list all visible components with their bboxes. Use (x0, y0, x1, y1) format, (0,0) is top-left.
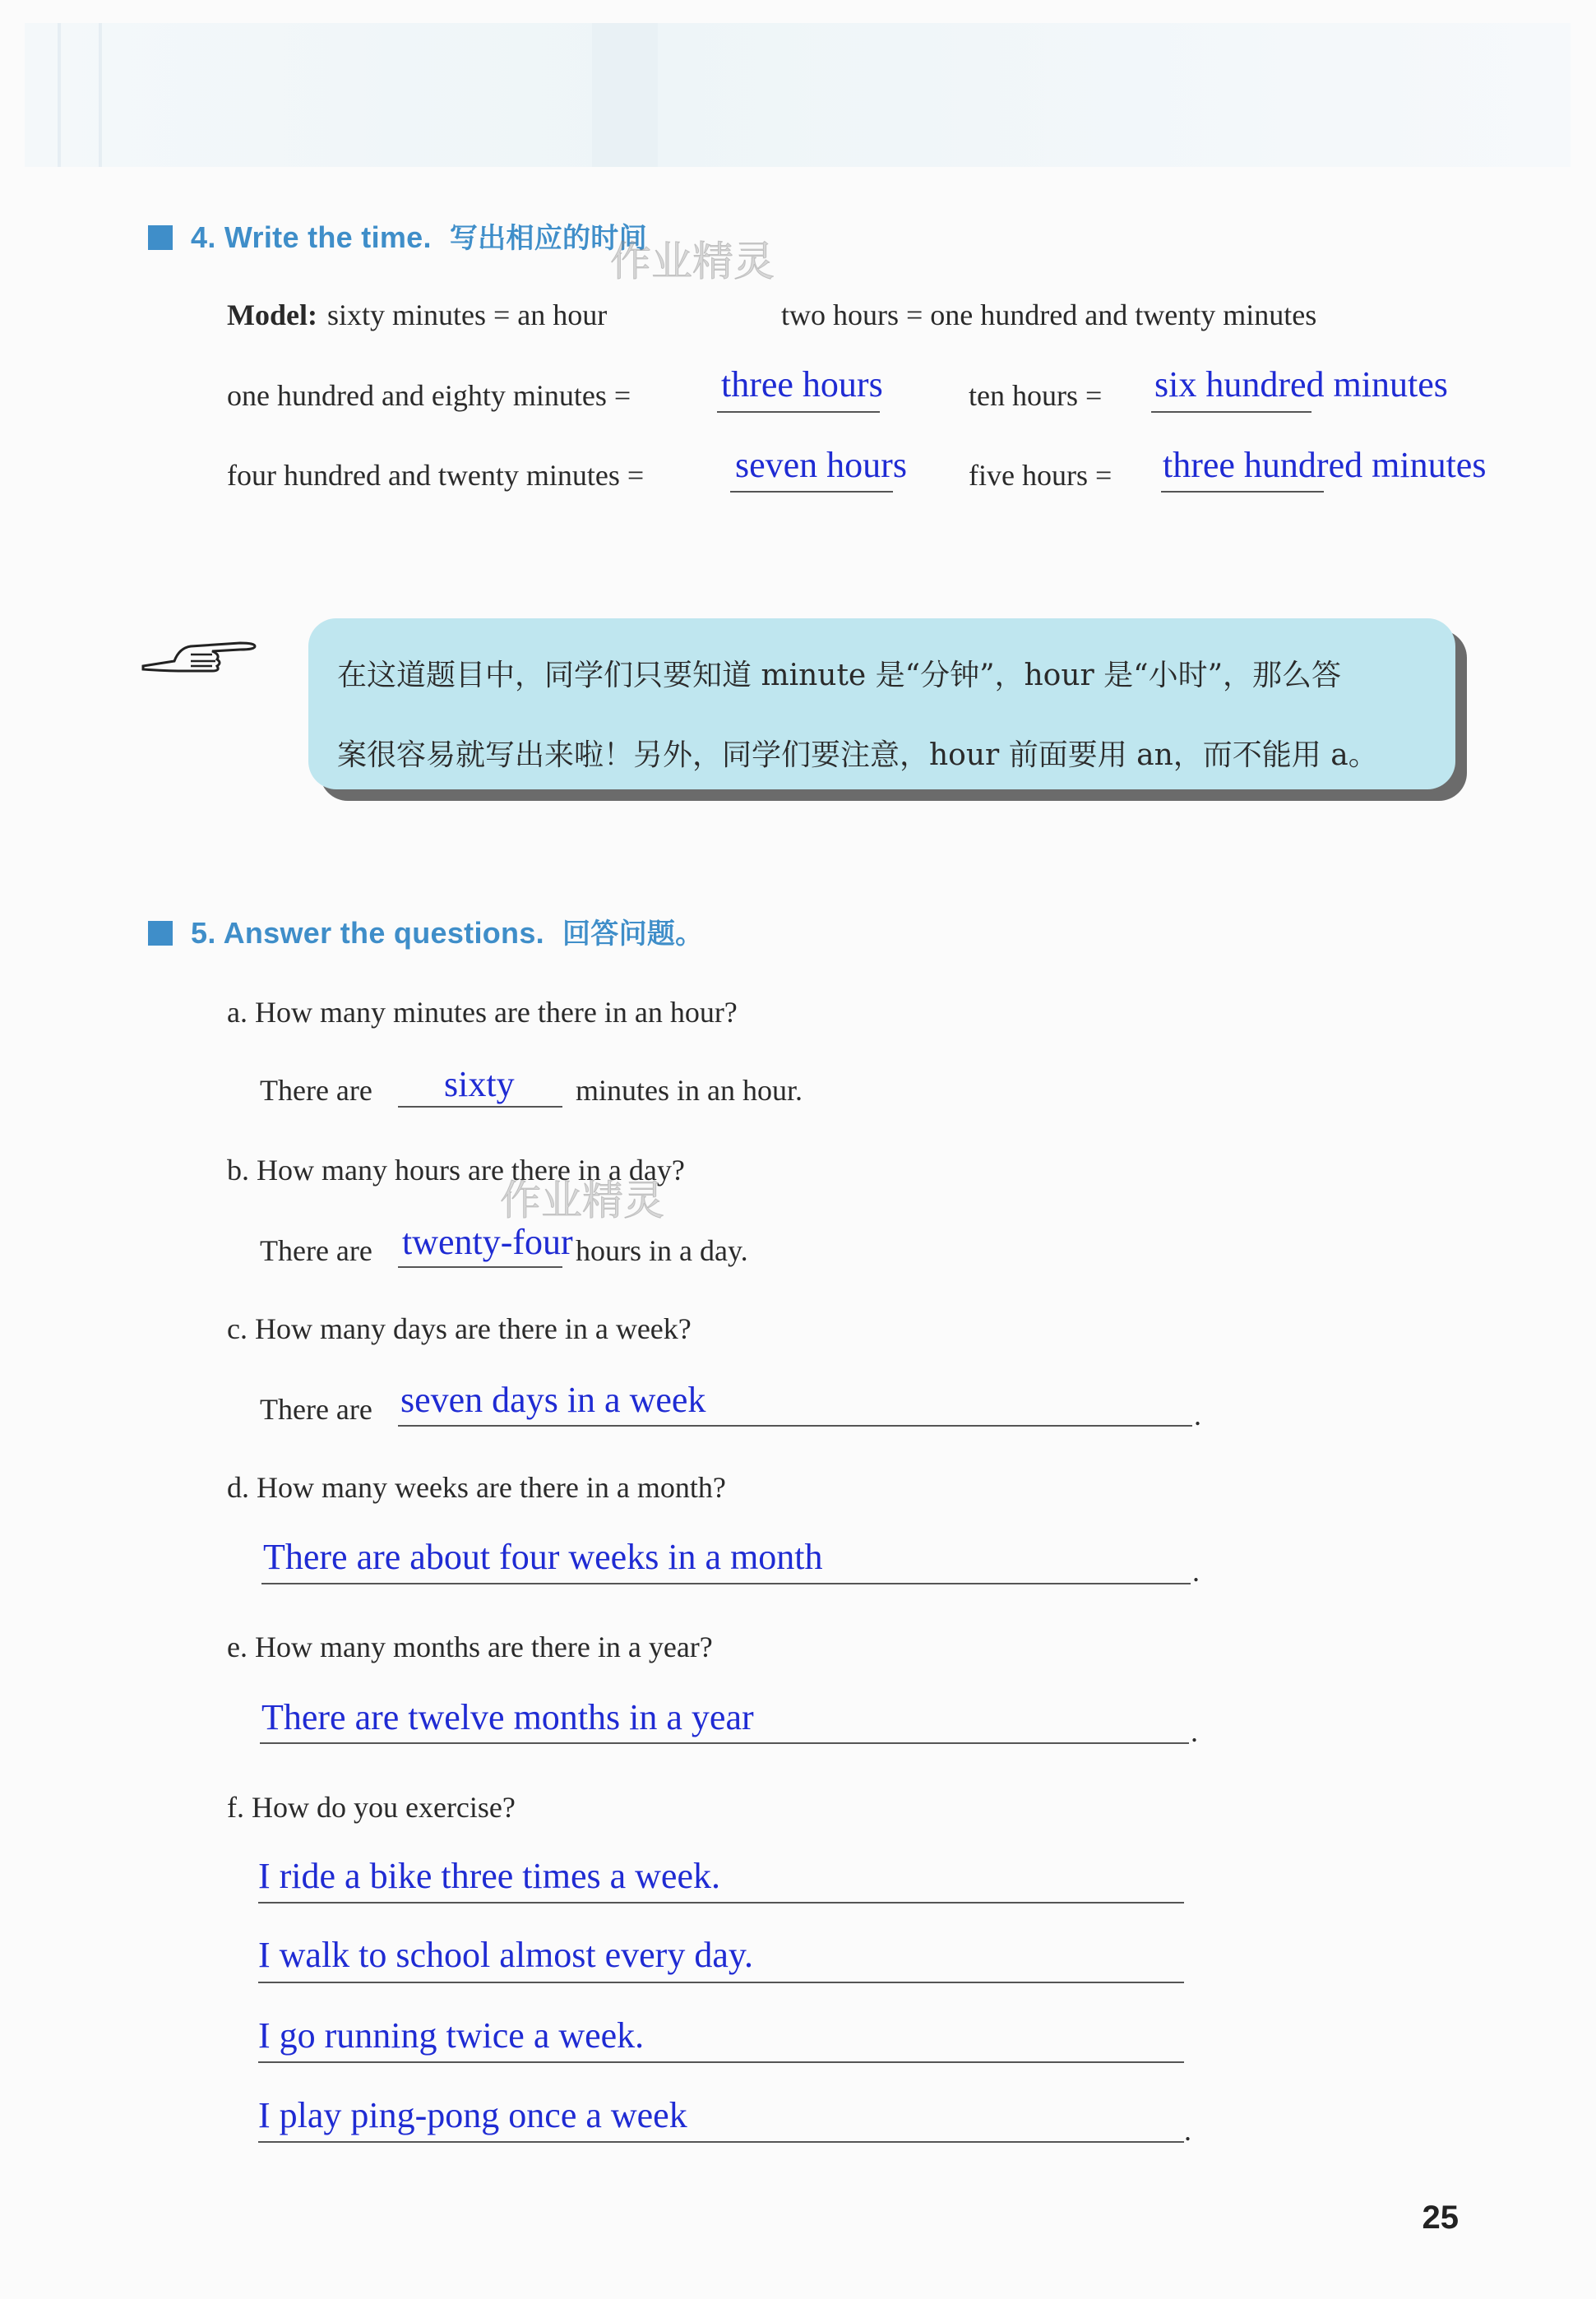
handwritten-answer: I go running twice a week. (258, 2015, 645, 2056)
handwritten-answer: seven hours (735, 445, 907, 485)
question: e. How many months are there in a year? (227, 1631, 713, 1663)
tip-line: 在这道题目中，同学们只要知道 minute 是“分钟”，hour 是“小时”，那么答 (337, 659, 1341, 692)
period: . (1192, 1555, 1200, 1588)
question: b. How many hours are there in a day? (227, 1154, 685, 1187)
handwritten-answer: three hundred minutes (1163, 445, 1487, 485)
handwritten-answer: twenty-four (402, 1222, 573, 1262)
time-question: ten hours = (969, 379, 1103, 412)
answer-blank (258, 1982, 1184, 1983)
question: a. How many minutes are there in an hour? (227, 996, 738, 1029)
answer-prefix: There are (260, 1393, 372, 1426)
watermark: 作业精灵 (610, 238, 775, 285)
time-question: four hundred and twenty minutes = (227, 459, 645, 492)
watermark: 作业精灵 (500, 1177, 664, 1224)
answer-blank (717, 411, 880, 413)
answer-blank (398, 1425, 1192, 1427)
handwritten-answer: I ride a bike three times a week. (258, 1856, 720, 1896)
answer-suffix: minutes in an hour. (576, 1074, 803, 1107)
model-line: Model: sixty minutes = an hour (227, 298, 608, 331)
handwritten-answer: There are about four weeks in a month (263, 1537, 823, 1577)
handwritten-answer: I walk to school almost every day. (258, 1935, 753, 1975)
question: d. How many weeks are there in a month? (227, 1471, 726, 1504)
handwritten-answer: There are twelve months in a year (261, 1697, 754, 1737)
answer-prefix: There are (260, 1234, 372, 1267)
section-square-icon (148, 921, 173, 946)
answer-blank (261, 1583, 1191, 1584)
section5-title: 5. Answer the questions. 回答问题。 (148, 911, 703, 951)
answer-suffix: hours in a day. (576, 1234, 748, 1267)
pointing-hand-icon (141, 618, 265, 676)
answer-blank (730, 491, 893, 493)
page-number: 25 (1422, 2200, 1459, 2236)
model-right: two hours = one hundred and twenty minutes (781, 298, 1317, 331)
answer-blank (258, 2141, 1184, 2143)
answer-blank (398, 1266, 562, 1268)
handwritten-answer: sixty (444, 1064, 515, 1104)
period: . (1184, 2114, 1191, 2147)
answer-blank (260, 1742, 1189, 1744)
time-question: one hundred and eighty minutes = (227, 379, 631, 412)
answer-blank (1161, 491, 1324, 493)
answer-prefix: There are (260, 1074, 372, 1107)
period: . (1191, 1715, 1198, 1748)
answer-blank (1151, 411, 1311, 413)
header-decoration (25, 23, 1571, 167)
tip-line: 案很容易就写出来啦！另外，同学们要注意，hour 前面要用 an，而不能用 a。 (337, 738, 1378, 772)
handwritten-answer: three hours (721, 364, 883, 405)
question: f. How do you exercise? (227, 1791, 516, 1824)
question: c. How many days are there in a week? (227, 1312, 692, 1345)
handwritten-answer: seven days in a week (400, 1380, 706, 1420)
answer-blank (258, 2061, 1184, 2063)
answer-blank (398, 1106, 562, 1108)
handwritten-answer: I play ping-pong once a week (258, 2095, 687, 2135)
period: . (1194, 1399, 1201, 1432)
section4-title: 4. Write the time. 写出相应的时间 (148, 215, 647, 256)
time-question: five hours = (969, 459, 1113, 492)
section-square-icon (148, 225, 173, 250)
handwritten-answer: six hundred minutes (1154, 364, 1448, 405)
answer-blank (258, 1902, 1184, 1903)
